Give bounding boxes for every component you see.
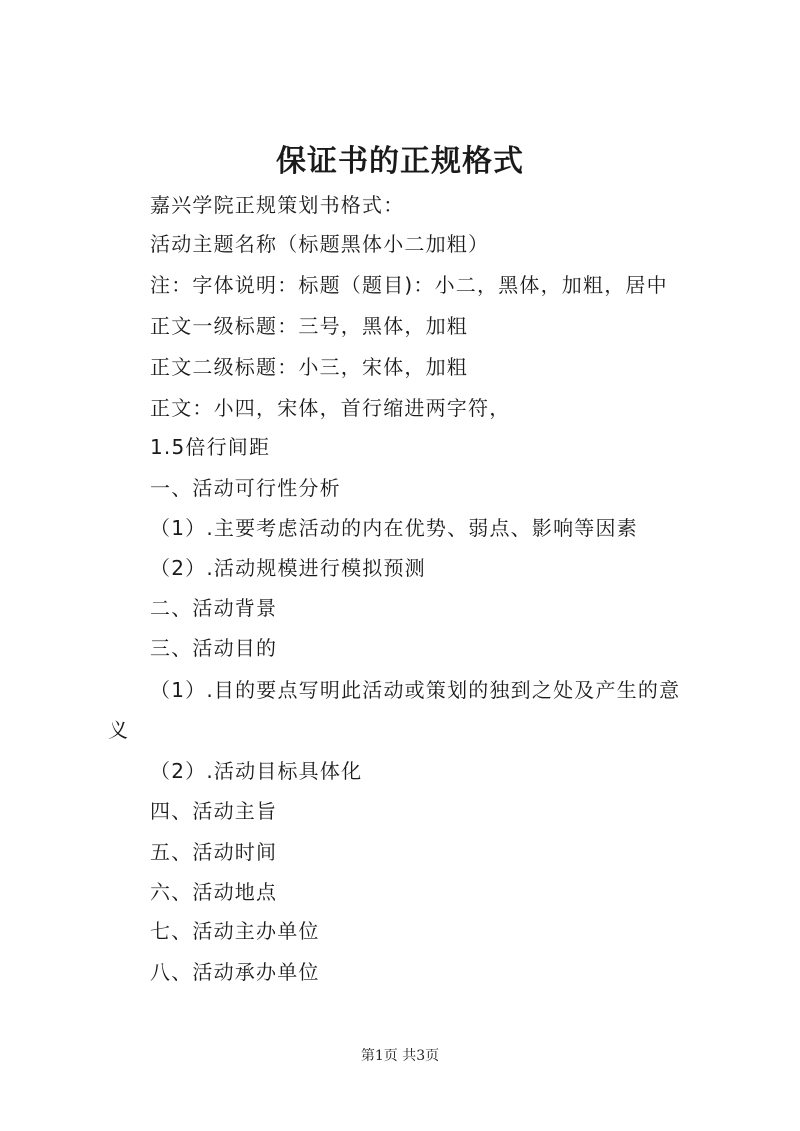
section-heading: 四、活动主旨 — [150, 799, 278, 823]
section-heading: 五、活动时间 — [150, 840, 278, 864]
text-line: 1.5倍行间距 — [150, 435, 271, 459]
text-line: 正文二级标题：小三，宋体，加粗 — [150, 355, 468, 379]
section-heading: 七、活动主办单位 — [150, 919, 320, 943]
section-heading: 一、活动可行性分析 — [150, 476, 341, 500]
list-item: （1）.目的要点写明此活动或策划的独到之处及产生的意 — [150, 678, 681, 702]
text-line: 注：字体说明：标题（题目)：小二，黑体，加粗，居中 — [150, 273, 668, 297]
section-heading: 二、活动背景 — [150, 596, 278, 620]
text-line: 正文一级标题：三号，黑体，加粗 — [150, 314, 468, 338]
text-line: 正文：小四，宋体，首行缩进两字符， — [150, 396, 511, 420]
section-heading: 三、活动目的 — [150, 636, 278, 660]
document-title: 保证书的正规格式 — [276, 144, 524, 179]
section-heading: 八、活动承办单位 — [150, 960, 320, 984]
text-line: 活动主题名称（标题黑体小二加粗） — [150, 232, 490, 256]
section-heading: 六、活动地点 — [150, 880, 278, 904]
list-item: （2）.活动目标具体化 — [150, 759, 363, 783]
list-item-continuation: 义 — [108, 718, 130, 742]
page-number-footer: 第1页 共3页 — [360, 1048, 440, 1064]
text-line: 嘉兴学院正规策划书格式： — [150, 193, 405, 217]
list-item: （2）.活动规模进行模拟预测 — [150, 556, 426, 580]
list-item: （1）.主要考虑活动的内在优势、弱点、影响等因素 — [150, 516, 638, 540]
